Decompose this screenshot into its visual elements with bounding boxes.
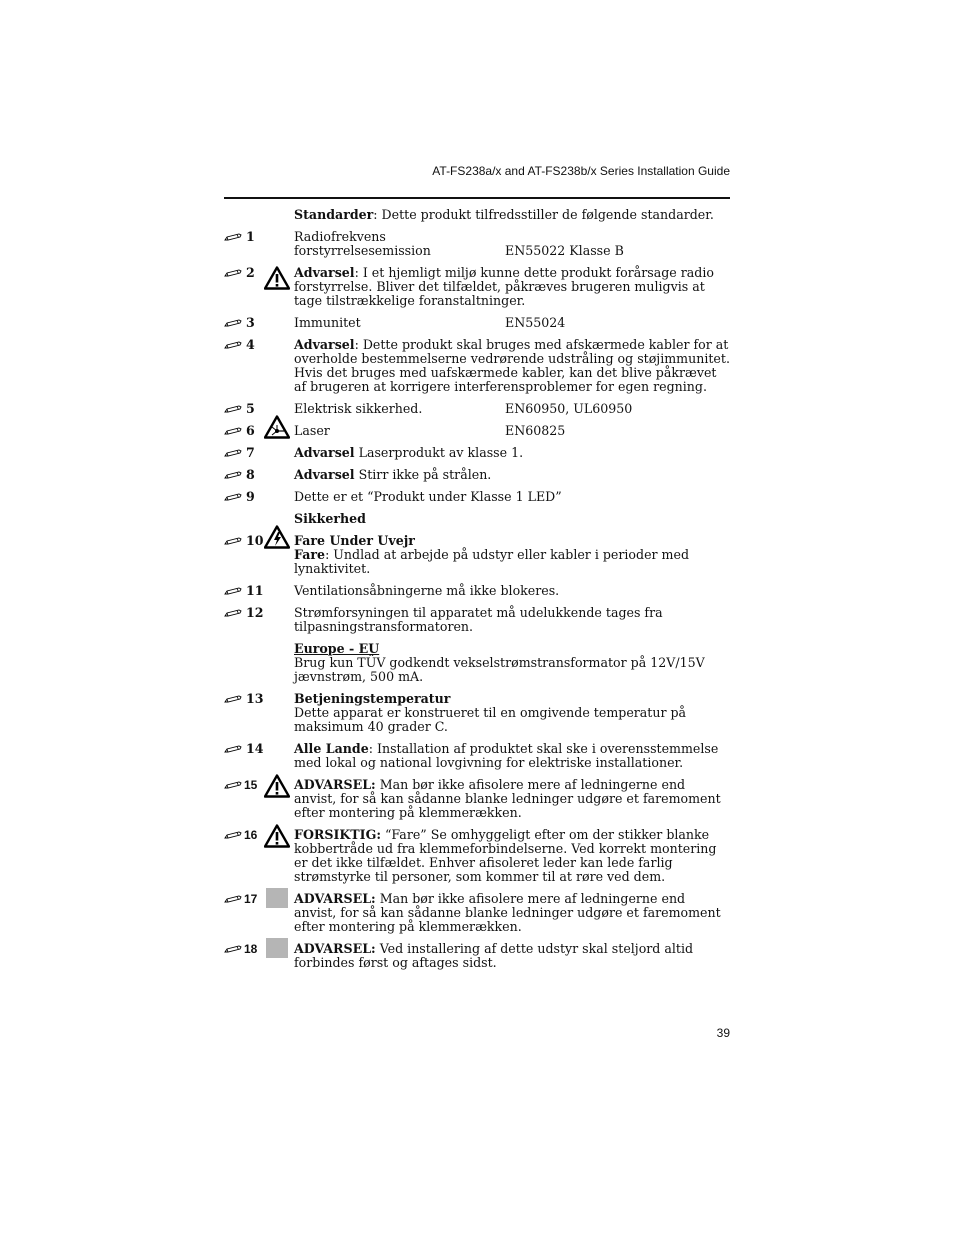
list-item-13 [224, 692, 730, 734]
item-number: 9 [246, 489, 255, 504]
pencil-icon [224, 427, 242, 435]
document-body [224, 208, 730, 978]
item-text: Dette apparat er konstrueret til en omgivende temperatur på maksimum 40 grader C. [294, 705, 687, 734]
item-text: : I et hjemligt miljø kunne dette produkt forårsage radio forstyrrelse. Bliver det tilfældet, påkræves brugeren muligvis at tage tilstrækkelige foranstaltninger. [294, 265, 714, 308]
europe-note [224, 642, 730, 684]
pencil-icon [224, 233, 242, 241]
item-text: Stirr ikke på strålen. [354, 467, 492, 482]
lightning-warning-icon [264, 525, 290, 549]
item-number: 8 [246, 467, 255, 482]
header-rule [224, 197, 730, 199]
running-header: AT-FS238a/x and AT-FS238b/x Series Installation Guide [432, 164, 730, 178]
item-number: 18 [244, 942, 258, 956]
intro-text: : Dette produkt tilfredsstiller de følgende standarder. [373, 207, 714, 222]
pencil-icon [224, 405, 242, 413]
warning-triangle-icon [264, 824, 290, 848]
item-text: Man bør ikke afisolere mere af ledningerne end anvist, for så kan sådanne blanke ledninger udgøre et faremoment efter montering på klemmerækken. [294, 891, 721, 934]
pencil-icon [224, 695, 242, 703]
list-item-3 [224, 316, 730, 330]
item-number: 1 [246, 229, 255, 244]
item-standard: EN55024 [505, 315, 566, 330]
item-text: Dette er et “Produkt under Klasse 1 LED” [294, 489, 562, 504]
item-number: 11 [246, 583, 264, 598]
list-item-5 [224, 402, 730, 416]
list-item-2 [224, 266, 730, 308]
pencil-icon [224, 945, 242, 953]
item-label: FORSIKTIG: [294, 827, 381, 842]
pencil-icon [224, 745, 242, 753]
list-item-14 [224, 742, 730, 770]
item-text: “Fare” Se omhyggeligt efter om der stikker blanke kobbertråde ud fra klemmeforbindelserne. Ved korrekt montering er det ikke tilfældet. Enhver afisoleret leder kan lede farlig strømstyrke til personer, som kommer til at røre ved dem. [294, 827, 717, 884]
list-item-18 [224, 942, 730, 970]
item-label: Advarsel [294, 337, 355, 352]
item-number: 5 [246, 401, 255, 416]
pencil-icon [224, 471, 242, 479]
section-heading [224, 512, 730, 526]
pencil-icon [224, 587, 242, 595]
item-term: Elektrisk sikkerhed. [294, 401, 423, 416]
list-item-1 [224, 230, 730, 258]
item-text: : Undlad at arbejde på udstyr eller kabler i perioder med lynaktivitet. [294, 547, 690, 576]
item-text: : Installation af produktet skal ske i overensstemmelse med lokal og national lovgivning for elektriske installationer. [294, 741, 719, 770]
item-label: Advarsel [294, 467, 355, 482]
intro-paragraph [224, 208, 730, 222]
item-number: 16 [244, 828, 258, 842]
placeholder-symbol-icon [266, 888, 288, 908]
pencil-icon [224, 781, 242, 789]
pencil-icon [224, 537, 242, 545]
europe-text: Brug kun TÜV godkendt vekselstrømstransformator på 12V/15V jævnstrøm, 500 mA. [294, 655, 705, 684]
list-item-7 [224, 446, 730, 460]
item-term: Laser [294, 423, 330, 438]
item-number: 15 [244, 778, 258, 792]
item-number: 13 [246, 691, 264, 706]
pencil-icon [224, 319, 242, 327]
laser-warning-icon [264, 415, 290, 439]
item-number: 3 [246, 315, 255, 330]
item-number: 14 [246, 741, 264, 756]
item-label: Advarsel [294, 445, 355, 460]
item-title: Betjeningstemperatur [294, 691, 451, 706]
item-number: 10 [246, 533, 264, 548]
item-title: Fare Under Uvejr [294, 533, 415, 548]
warning-triangle-icon [264, 266, 290, 290]
list-item-12 [224, 606, 730, 634]
item-label: Alle Lande [294, 741, 369, 756]
item-number: 12 [246, 605, 264, 620]
list-item-11 [224, 584, 730, 598]
intro-label: Standarder [294, 207, 374, 222]
item-label: Fare [294, 547, 326, 562]
item-text: : Dette produkt skal bruges med afskærmede kabler for at overholde bestemmelserne vedrørende udstråling og støjimmunitet. Hvis det bruges med uafskærmede kabler, kan det blive påkrævet af brugeren at korrigere interferensproblemer for egen regning. [294, 337, 730, 394]
list-item-16 [224, 828, 730, 884]
warning-triangle-icon [264, 774, 290, 798]
item-text: Ventilationsåbningerne må ikke blokeres. [294, 583, 560, 598]
item-number: 4 [246, 337, 255, 352]
item-label: ADVARSEL: [294, 891, 376, 906]
item-term: Immunitet [294, 315, 361, 330]
item-label: ADVARSEL: [294, 777, 376, 792]
item-text: Strømforsyningen til apparatet må udelukkende tages fra tilpasningstransformatoren. [294, 605, 663, 634]
item-standard: EN60950, UL60950 [505, 401, 633, 416]
item-number: 17 [244, 892, 258, 906]
page-number: 39 [716, 1026, 730, 1040]
pencil-icon [224, 831, 242, 839]
item-number: 7 [246, 445, 255, 460]
item-text: Laserprodukt av klasse 1. [354, 445, 524, 460]
pencil-icon [224, 895, 242, 903]
item-number: 2 [246, 265, 255, 280]
item-number: 6 [246, 423, 255, 438]
item-term: Radiofrekvens forstyrrelsesemission [294, 229, 431, 258]
list-item-15 [224, 778, 730, 820]
list-item-9 [224, 490, 730, 504]
pencil-icon [224, 269, 242, 277]
list-item-6 [224, 424, 730, 438]
list-item-17 [224, 892, 730, 934]
item-standard: EN55022 Klasse B [505, 243, 624, 258]
item-label: Advarsel [294, 265, 355, 280]
pencil-icon [224, 493, 242, 501]
safety-heading: Sikkerhed [294, 511, 366, 526]
pencil-icon [224, 609, 242, 617]
europe-label: Europe - EU [294, 641, 380, 656]
list-item-8 [224, 468, 730, 482]
item-text: Ved installering af dette udstyr skal steljord altid forbindes først og aftages sidst. [294, 941, 694, 970]
pencil-icon [224, 341, 242, 349]
placeholder-symbol-icon [266, 938, 288, 958]
pencil-icon [224, 449, 242, 457]
item-standard: EN60825 [505, 423, 566, 438]
list-item-10 [224, 534, 730, 576]
list-item-4 [224, 338, 730, 394]
item-text: Man bør ikke afisolere mere af ledningerne end anvist, for så kan sådanne blanke ledninger udgøre et faremoment efter montering på klemmerækken. [294, 777, 721, 820]
item-label: ADVARSEL: [294, 941, 376, 956]
